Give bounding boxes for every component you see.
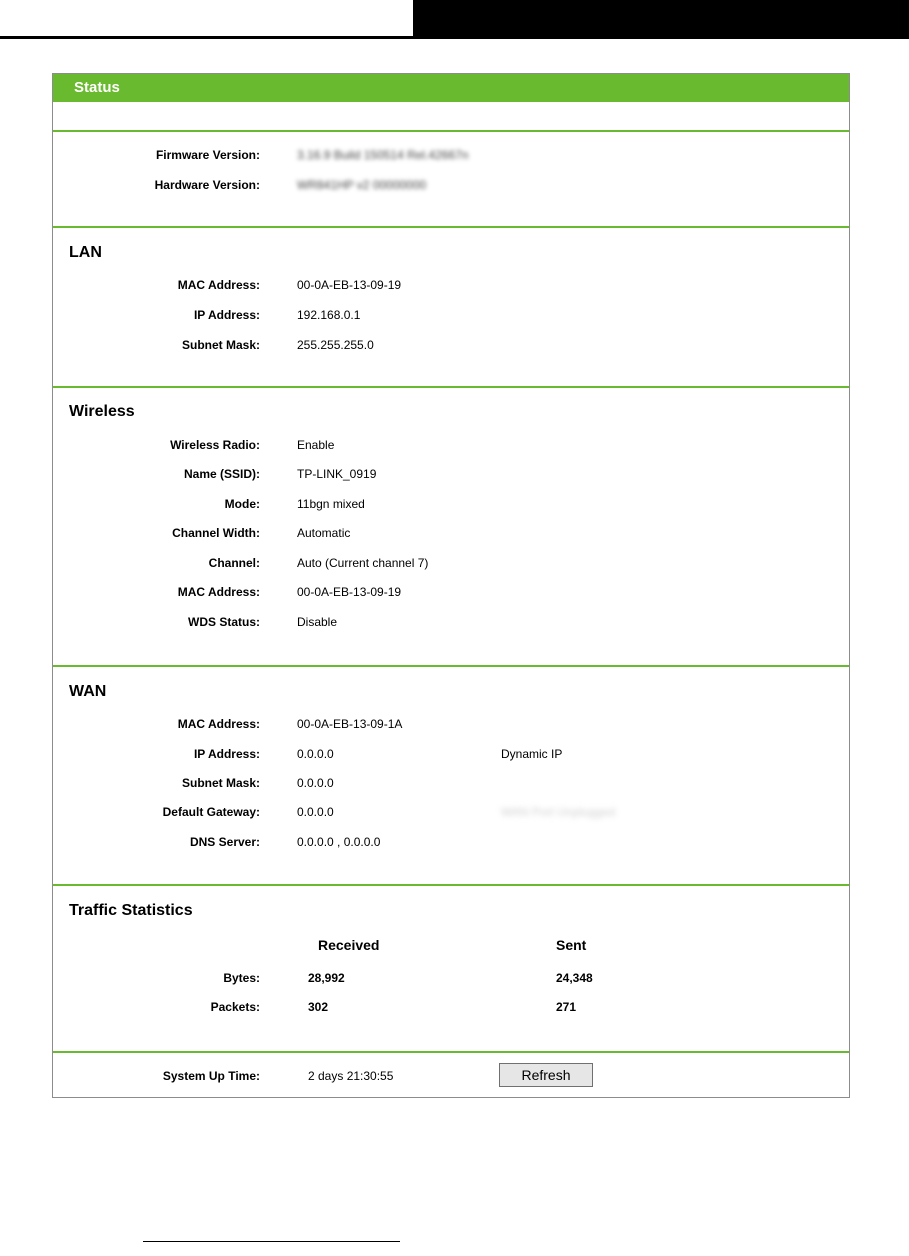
header-bar [413,0,909,39]
lan-ip-value: 192.168.0.1 [297,308,361,322]
traffic-bytes-sent: 24,348 [556,971,593,985]
lan-section-title: LAN [69,244,102,261]
lan-ip-label: IP Address: [193,308,260,322]
wan-subnet-label: Subnet Mask: [181,776,260,790]
traffic-packets-sent: 271 [556,1000,577,1014]
wireless-channel-width-value: Automatic [297,526,351,540]
wireless-ssid-label: Name (SSID): [183,467,260,481]
wireless-radio-label: Wireless Radio: [170,438,260,452]
firmware-version-value: 3.16.9 Build 150514 Rel.42667n [297,148,469,162]
wan-section-title: WAN [69,683,107,700]
hardware-version-value: WR841HP v2 00000000 [297,178,427,192]
uptime-value: 2 days 21:30:55 [308,1069,394,1083]
wan-gateway-value: 0.0.0.0 [297,805,334,819]
traffic-received-header: Received [318,937,380,953]
status-panel [52,73,850,1098]
section-divider [53,130,849,132]
wireless-mac-label: MAC Address: [177,585,260,599]
header-rule [0,36,413,39]
wan-ip-label: IP Address: [193,747,260,761]
refresh-button[interactable]: Refresh [499,1063,593,1087]
wan-mac-label: MAC Address: [177,717,260,731]
wireless-channel-value: Auto (Current channel 7) [297,556,429,570]
wan-subnet-value: 0.0.0.0 [297,776,334,790]
lan-subnet-value: 255.255.255.0 [297,338,374,352]
hardware-version-label: Hardware Version: [154,178,260,192]
section-divider [53,665,849,667]
wan-dns-label: DNS Server: [189,835,260,849]
wireless-wds-value: Disable [297,615,338,629]
traffic-section-title: Traffic Statistics [69,902,193,919]
wireless-channel-width-label: Channel Width: [172,526,260,540]
wireless-ssid-value: TP-LINK_0919 [297,467,377,481]
section-divider [53,386,849,388]
wan-connection-type: Dynamic IP [501,747,563,761]
traffic-packets-label: Packets: [210,1000,260,1014]
wireless-mac-value: 00-0A-EB-13-09-19 [297,585,402,599]
lan-mac-label: MAC Address: [177,278,260,292]
wireless-section-title: Wireless [69,403,135,420]
traffic-packets-received: 302 [308,1000,329,1014]
panel-title: Status [53,74,849,102]
firmware-version-label: Firmware Version: [155,148,260,162]
wireless-mode-value: 11bgn mixed [297,497,365,511]
lan-mac-value: 00-0A-EB-13-09-19 [297,278,402,292]
wireless-wds-label: WDS Status: [188,615,260,629]
section-divider [53,884,849,886]
wireless-radio-value: Enable [297,438,335,452]
footer-rule [143,1241,400,1242]
section-divider [53,226,849,228]
wireless-channel-label: Channel: [208,556,260,570]
wan-port-status: WAN Port Unplugged [501,805,616,819]
wan-gateway-label: Default Gateway: [162,805,260,819]
wan-mac-value: 00-0A-EB-13-09-1A [297,717,403,731]
uptime-label: System Up Time: [162,1069,260,1083]
section-divider [53,1051,849,1053]
wan-dns-value: 0.0.0.0 , 0.0.0.0 [297,835,381,849]
traffic-sent-header: Sent [556,937,587,953]
lan-subnet-label: Subnet Mask: [181,338,260,352]
traffic-bytes-label: Bytes: [223,971,260,985]
wan-ip-value: 0.0.0.0 [297,747,334,761]
wireless-mode-label: Mode: [224,497,260,511]
traffic-bytes-received: 28,992 [308,971,345,985]
